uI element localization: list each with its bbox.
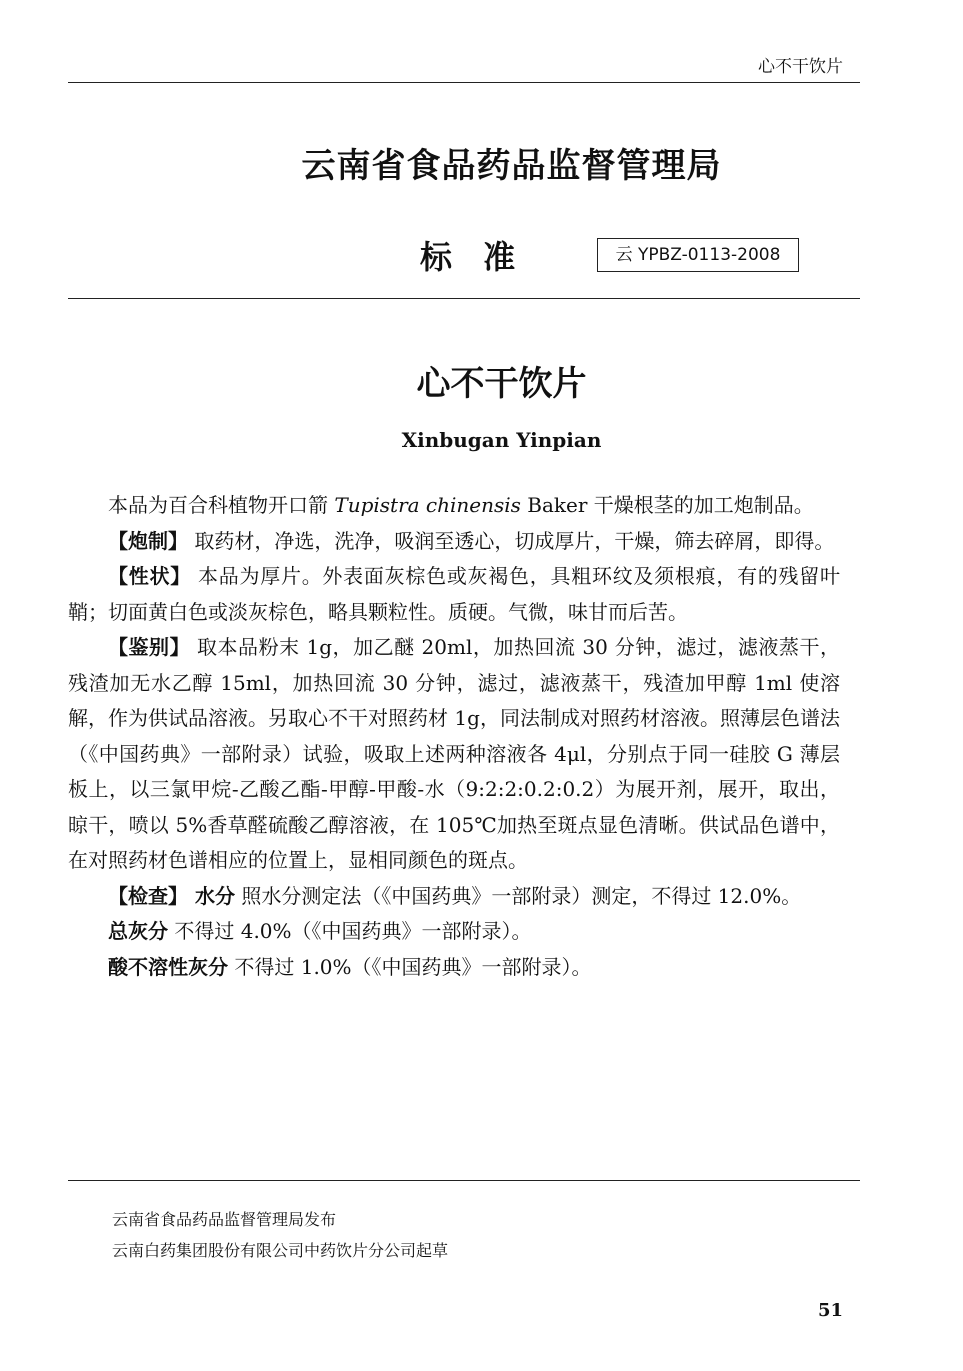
acid-ash-text: 不得过 1.0%（《中国药典》一部附录）。	[228, 954, 592, 979]
identification-text: 取本品粉末 1g，加乙醚 20ml，加热回流 30 分钟，滤过，滤液蒸干，残渣加无水乙醇 15ml，加热回流 30 分钟，滤过，滤液蒸干，残渣加甲醇 1ml 使溶解，作为供试品溶液。另取心不干对照药材 1g，同法制成对照药材溶液。照薄层色谱法（《中国药典》一部附录）试验，吸取上述两种溶液各 4μl，分别点于同一硅胶 G 薄层板上，以三氯甲烷-乙酸乙酯-甲醇-甲酸-水（9:2:2:0.2:0.2）为展开剂，展开，取出，晾干，喷以 5%香草醛硫酸乙醇溶液，在 105℃加热至斑点显色清晰。供试品色谱中，在对照药材色谱相应的位置上，显相同颜色的斑点。	[68, 635, 840, 872]
description-tag: 【性状】	[108, 564, 191, 588]
ash-text: 不得过 4.0%（《中国药典》一部附录）。	[168, 919, 532, 943]
running-head: 心不干饮片	[758, 57, 843, 77]
pinyin-title: Xinbugan Yinpian	[401, 428, 602, 452]
intro-suffix: Baker 干燥根茎的加工炮制品。	[520, 493, 814, 517]
footer-rule	[68, 1180, 860, 1181]
water-label: 水分	[188, 883, 235, 908]
document-body	[68, 488, 840, 985]
acid-ash-paragraph	[68, 950, 840, 986]
document-title: 心不干饮片	[416, 364, 587, 404]
description-text: 本品为厚片。外表面灰棕色或灰褐色，具粗环纹及须根痕，有的残留叶鞘；切面黄白色或淡灰棕色，略具颗粒性。质硬。气微，味甘而后苦。	[68, 564, 841, 624]
standard-label: 标 准	[420, 238, 526, 276]
inspection-tag: 【检查】	[108, 883, 188, 908]
processing-paragraph	[68, 524, 840, 560]
issuing-authority: 云南省食品药品监督管理局	[301, 146, 722, 186]
identification-tag: 【鉴别】	[108, 635, 191, 659]
identification-paragraph	[68, 630, 840, 879]
description-paragraph	[68, 559, 840, 630]
acid-ash-label: 酸不溶性灰分	[108, 954, 228, 979]
header-rule	[68, 82, 860, 83]
inspection-paragraph	[68, 879, 840, 915]
title-rule	[68, 298, 860, 299]
ash-paragraph	[68, 914, 840, 950]
page-number: 51	[817, 1300, 843, 1321]
standard-code-box: 云 YPBZ-0113-2008	[597, 238, 799, 272]
processing-text: 取药材，净选，洗净，吸润至透心，切成厚片，干燥，筛去碎屑，即得。	[188, 528, 835, 553]
drafter-line: 云南白药集团股份有限公司中药饮片分公司起草	[112, 1241, 449, 1260]
intro-paragraph	[68, 488, 840, 524]
latin-name: Tupistra chinensis	[334, 493, 521, 517]
processing-tag: 【炮制】	[108, 528, 188, 553]
publisher-line: 云南省食品药品监督管理局发布	[112, 1210, 337, 1229]
intro-prefix: 本品为百合科植物开口箭	[108, 493, 335, 517]
ash-label: 总灰分	[108, 919, 168, 943]
water-text: 照水分测定法（《中国药典》一部附录）测定，不得过 12.0%。	[234, 883, 802, 908]
